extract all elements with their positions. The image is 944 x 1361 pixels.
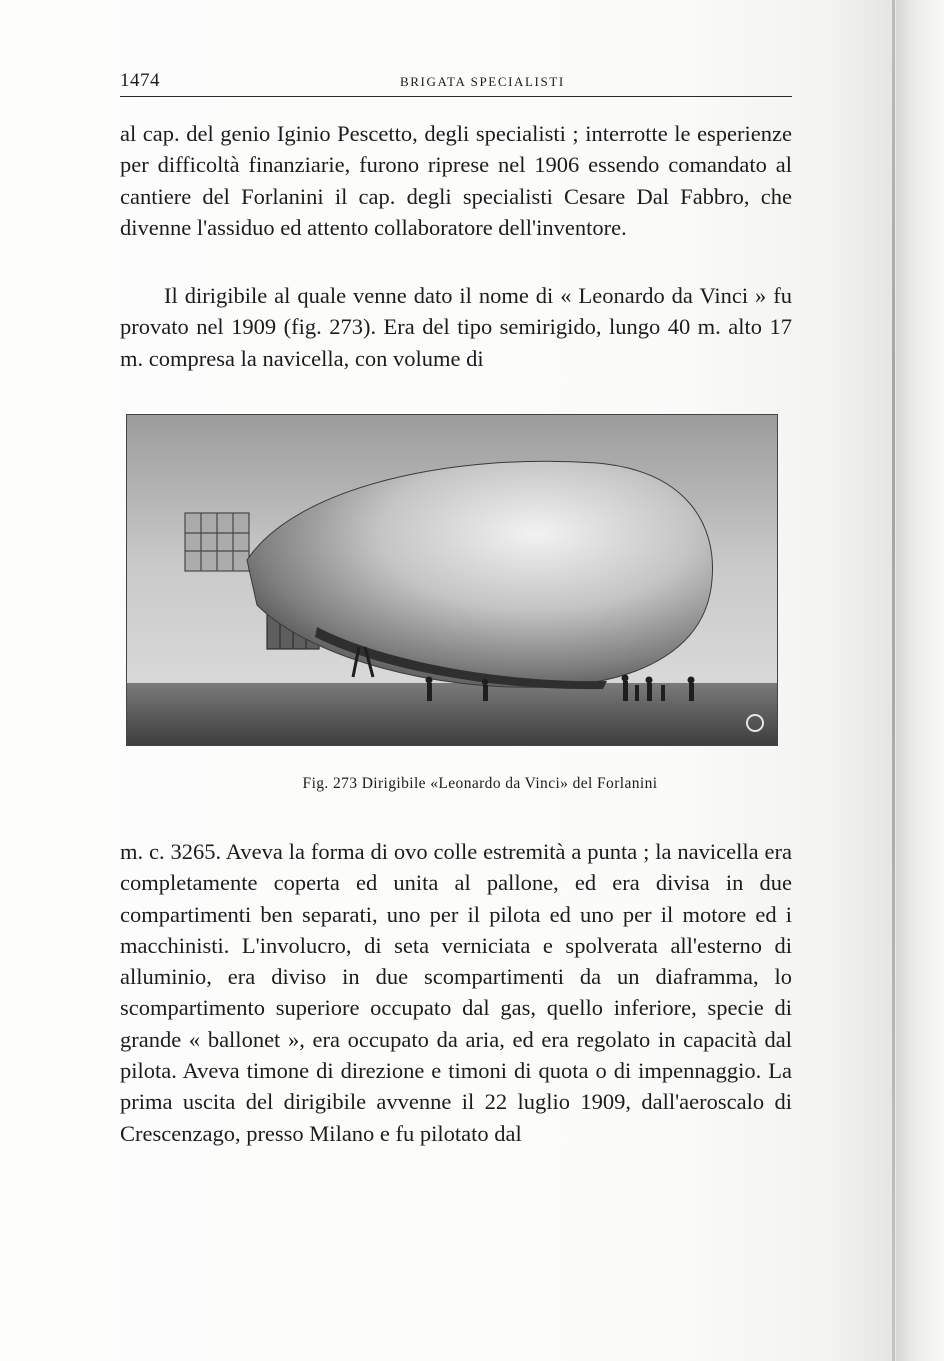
binding-shadow (896, 0, 944, 1361)
binding-edge (892, 0, 895, 1361)
page-number: 1474 (120, 70, 160, 91)
paragraph-2: Il dirigibile al quale venne dato il nome di « Leonardo da Vinci » fu provato nel 1909 (fig. 273). Era del tipo semirigido, lungo 40 m. alto 17 m. compresa la navicella, con volume di (120, 283, 792, 371)
paragraph-3: m. c. 3265. Aveva la forma di ovo colle estremità a punta ; la navicella era completamente coperta ed unita al pallone, ed era divisa in due compartimenti ben separati, uno per il pilota ed uno per il motore ed i macchinisti. L'involucro, di seta verniciata e spolverata all'esterno di alluminio, era diviso in due scompartimenti da un diaframma, lo scompartimento superiore occupato dal gas, quello inferiore, specie di grande « ballonet », era occupato da aria, ed era regolato in capacità dal pilota. Aveva timone di direzione e timoni di quota o di impennaggio. La prima uscita del dirigibile avvenne il 22 luglio 1909, dall'aeroscalo di Crescenzago, presso Milano e fu pilotato dal (120, 839, 792, 1146)
page-header (120, 70, 792, 97)
figure-caption: Fig. 273 Dirigibile «Leonardo da Vinci» del Forlanini (302, 775, 658, 792)
tail-box-rudder (185, 513, 249, 571)
running-head: BRIGATA SPECIALISTI (400, 74, 565, 89)
airship-photo-drawing (127, 415, 777, 745)
airship-photograph (126, 414, 778, 746)
paragraph-1: al cap. del genio Iginio Pescetto, degli specialisti ; interrotte le esperienze per difficoltà finanziarie, furono riprese nel 1906 essendo comandato al cantiere del Forlanini il cap. degli specialisti Cesare Dal Fabbro, che divenne l'assiduo ed attento collaboratore dell'inventore. (120, 121, 792, 240)
